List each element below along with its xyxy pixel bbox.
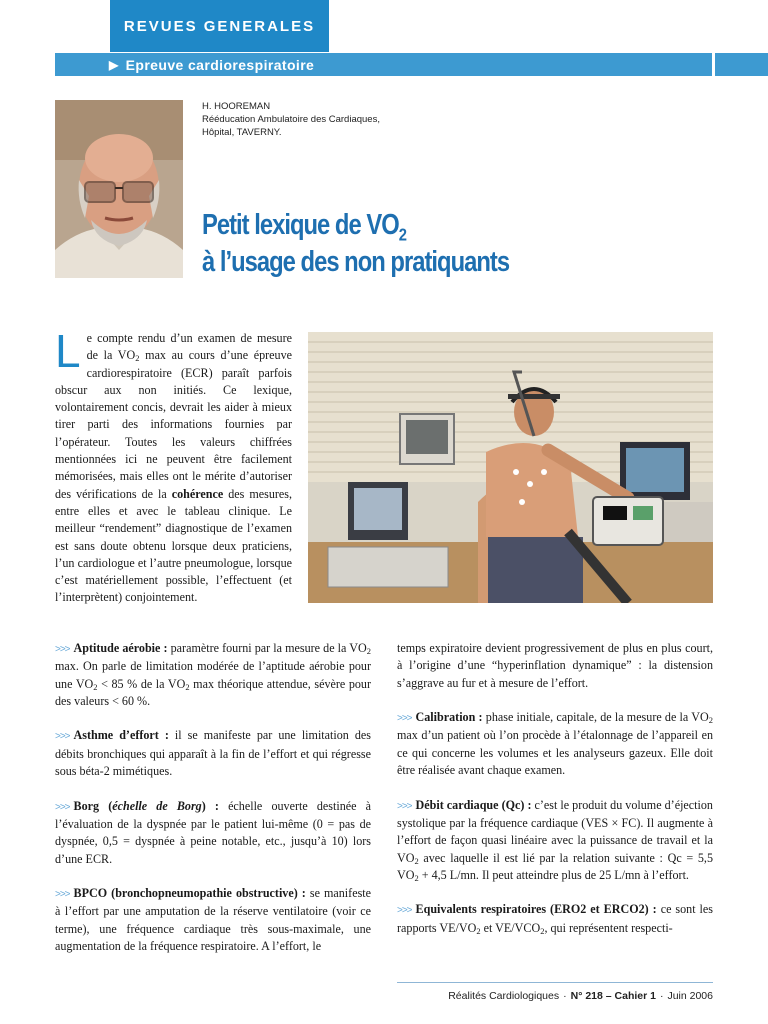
entry-term: Equivalents respiratoires (ERO2 et ERCO2) : — [415, 902, 657, 917]
entry-text: il se manifeste par une limitation des débits bronchiques qui apparaît à la fin de l’effort et qui régresse sous béta-2 mimétiques. — [55, 728, 371, 779]
entry-marker: >>> — [55, 644, 70, 655]
play-arrow-icon: ▶ — [109, 57, 119, 72]
intro-paragraph — [55, 325, 292, 607]
entry-marker: >>> — [55, 889, 70, 901]
entry-term: Débit cardiaque (Qc) : — [415, 797, 532, 812]
entry-term: Asthme d’effort : — [73, 728, 169, 743]
lexicon-entry-equivalents — [397, 901, 713, 937]
entry-text: max théorique attendue, sévère pour des valeurs < 60 %. — [55, 676, 371, 708]
footer-date: Juin 2006 — [667, 990, 713, 1002]
entry-text: + 4,5 L/mn. Il peut atteindre plus de 25 L/mn à l’effort. — [418, 867, 689, 882]
intro-text: des mesures, entre elles et avec le tableau clinique. Le meilleur “rendement” diagnostique de l’examen est sans doute obtenu lorsque deux praticiens, l’un cardiologue et l’autre pneumologue, lorsque c’est matériellement possible, l’effectuent (et l’interprètent) conjointement. — [55, 486, 292, 605]
entry-marker: >>> — [55, 731, 70, 743]
entry-term-paren: ) : — [201, 798, 219, 813]
author-block — [202, 100, 380, 139]
entry-subscript: 2 — [93, 681, 98, 692]
lexicon-entry-asthme — [55, 727, 371, 780]
entry-term-main: Borg — [73, 798, 100, 813]
entry-text: c’est le produit du volume d’éjection systolique par la fréquence cardiaque (VES × FC). Il augmente à l’effort de façon quasi linéaire avec la puissance de travail et la VO — [397, 797, 713, 865]
entry-text: échelle ouverte destinée à l’évaluation de la dyspnée par le patient lui-même (0 = pas de dyspnée, 0,5 = dyspnée à peine notable, etc., jusqu’à 10) lors d’une ECR. — [55, 798, 371, 866]
entry-subscript: 2 — [708, 715, 713, 726]
entry-term-italic: échelle de Borg — [112, 798, 202, 813]
author-name: H. HOOREMAN — [202, 101, 271, 112]
lexicon-entry-aptitude — [55, 640, 371, 710]
article-title — [202, 207, 702, 281]
entry-text: max d’un patient où l’on procède à l’étalonnage de l’appareil en ce qui concerne les volumes et les analyseurs gazeux. Elle doit être réalisée avant chaque examen. — [397, 728, 713, 778]
entry-term: Aptitude aérobie : — [73, 641, 168, 655]
author-hospital: Hôpital, TAVERNY. — [202, 127, 282, 138]
entry-text: max. On parle de limitation modérée de l’aptitude aérobie pour une VO — [55, 659, 371, 691]
entry-subscript: 2 — [414, 855, 419, 866]
entry-term — [74, 799, 219, 813]
band-divider — [715, 53, 768, 76]
page-footer — [397, 990, 713, 1002]
subsection-band — [55, 53, 712, 76]
footer-separator: · — [659, 990, 664, 1002]
entry-subscript: 2 — [476, 925, 481, 936]
subsection-label: Epreuve cardiorespiratoire — [125, 56, 315, 73]
footer-rule — [397, 982, 713, 983]
entry-subscript: 2 — [414, 872, 419, 883]
lexicon-entry-debit — [397, 797, 713, 884]
entry-term-paren: ( — [99, 798, 113, 813]
entry-text: temps expiratoire devient progressivement de plus en plus court, à l’origine d’une “hyperinflation dynamique” : la distension s’aggrave au fur et à mesure de l’effort. — [397, 641, 713, 690]
author-affiliation: Rééducation Ambulatoire des Cardiaques, — [202, 114, 380, 125]
intro-subscript: 2 — [135, 353, 140, 364]
footer-separator: · — [563, 990, 567, 1002]
entry-marker: >>> — [397, 713, 412, 725]
entry-text: ce sont les rapports VE/VO — [397, 902, 713, 935]
entry-marker: >>> — [55, 801, 70, 813]
lexicon-entry-calibration — [397, 709, 713, 779]
intro-bold-term: cohérence — [171, 486, 224, 501]
entry-term: Calibration : — [415, 710, 483, 725]
drop-cap: L — [55, 325, 81, 377]
title-line-2: à l’usage des non pratiquants — [202, 246, 510, 278]
entry-text: et VE/VCO — [480, 920, 541, 935]
entry-subscript: 2 — [540, 925, 545, 936]
entry-term: BPCO (bronchopneumopathie obstructive) : — [73, 886, 306, 901]
intro-text: e compte rendu d’un examen de mesure de la VO — [86, 331, 292, 363]
entry-text: se manifeste à l’effort par une amputation de la réserve ventilatoire (voir ce terme), une fréquence cardiaque très sous-maximale, une augmentation de la fréquence respiratoire. A l’effort, le — [55, 886, 371, 954]
section-label: REVUES GENERALES — [123, 17, 316, 35]
entry-subscript: 2 — [366, 646, 371, 657]
intro-text: max au cours d’une épreuve cardiorespiratoire (ECR) paraît parfois obscur aux non initiés. Ce lexique, volontairement concis, devrait les aider à mieux tirer parti des informations fournies par l’opérateur. Toutes les valeurs chiffrées mentionnées ici ne peuvent être facilement mémorisées, mais elles ont le mérite d’autoriser des vérifications de la — [55, 348, 292, 501]
lexicon-entry-borg — [55, 798, 371, 868]
entry-text: < 85 % de la VO — [97, 676, 186, 691]
author-portrait — [55, 100, 183, 278]
entry-subscript: 2 — [185, 681, 190, 692]
lexicon-entry-bpco-continued — [397, 640, 713, 692]
lexicon-entry-bpco — [55, 885, 371, 955]
footer-issue: N° 218 – Cahier 1 — [570, 990, 656, 1002]
lexicon-column-left — [55, 640, 371, 973]
lexicon-column-right — [397, 640, 713, 954]
entry-text: paramètre fourni par la mesure de la VO — [167, 641, 367, 655]
entry-text: , qui représentent respecti- — [544, 920, 673, 935]
section-header — [110, 0, 329, 52]
exam-photo — [308, 332, 713, 603]
title-subscript: 2 — [398, 224, 406, 245]
entry-marker: >>> — [397, 800, 412, 812]
footer-journal: Réalités Cardiologiques — [448, 990, 560, 1002]
entry-text: phase initiale, capitale, de la mesure de la VO — [482, 710, 709, 725]
entry-marker: >>> — [397, 905, 412, 917]
title-line-1: Petit lexique de VO — [202, 209, 399, 241]
entry-text: avec laquelle il est lié par la relation suivante : Qc = 5,5 VO — [397, 850, 713, 882]
